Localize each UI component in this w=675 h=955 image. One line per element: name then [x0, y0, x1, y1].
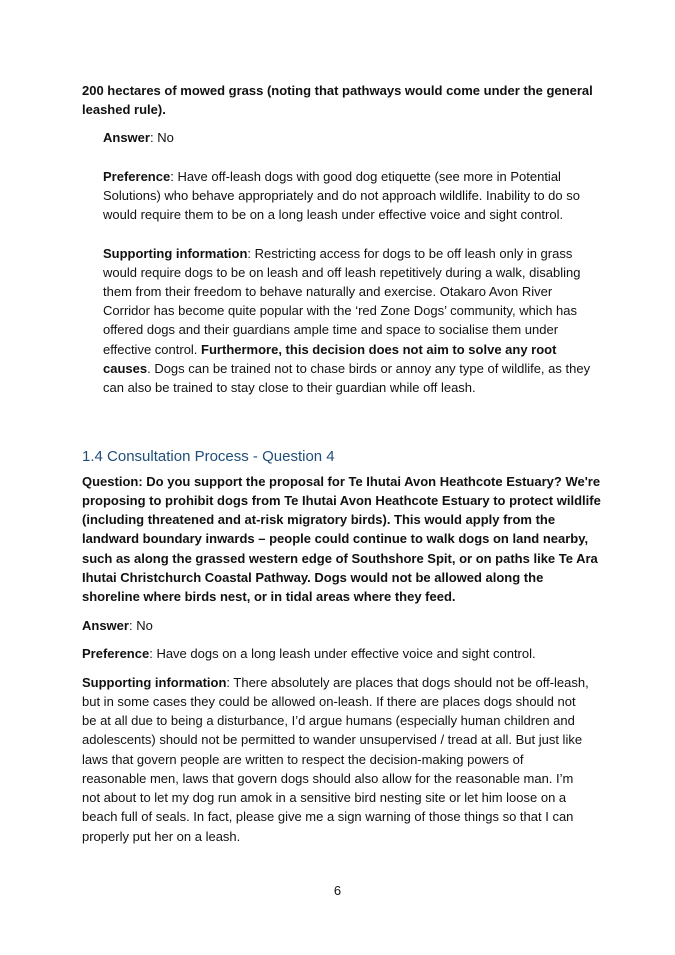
q3-preference-line-3: would require them to be on a long leash under effective voice and sight control. [103, 207, 564, 222]
q3-supporting-line-8: can also be trained to stay close to their guardian while off leash. [103, 380, 476, 395]
q3-answer: Answer: No [103, 130, 174, 145]
q4-question-line-5: such as along the grassed western edge of Southshore Spit, or on paths like Te Ara [82, 551, 598, 566]
q4-preference: Preference: Have dogs on a long leash under effective voice and sight control. [82, 646, 536, 661]
q4-supporting-line-3: be at all due to being a disturbance, I’d argue humans (especially human children and [82, 713, 575, 728]
q4-supporting-line-4: adolescents) should not be permitted to wander unsupervised / tread at all. But just like [82, 732, 583, 747]
q3-supporting-line-6: effective control. Furthermore, this decision does not aim to solve any root [103, 342, 557, 357]
q3-supporting-line-2: would require dogs to be on leash and off leash repetitively during a walk, disabling [103, 265, 581, 280]
page-number: 6 [333, 883, 342, 898]
q4-question-line-4: landward boundary inwards – people could continue to walk dogs on land nearby, [82, 531, 589, 546]
q4-question-line-2: proposing to prohibit dogs from Te Ihutai Avon Heathcote Estuary to protect wildlife [82, 493, 601, 508]
section-heading: 1.4 Consultation Process - Question 4 [82, 448, 335, 465]
q4-answer: Answer: No [82, 618, 153, 633]
q3-preference-line-1: Preference: Have off-leash dogs with good dog etiquette (see more in Potential [103, 169, 561, 184]
q3-preference-line-2: Solutions) who behave appropriately and do not approach wildlife. Inability to do so [103, 188, 580, 203]
q3-supporting-line-4: Corridor has become quite popular with the ‘red Zone Dogs’ community, which has [103, 303, 578, 318]
q4-supporting-line-5: laws that govern people are written to respect the decision-making powers of [82, 752, 524, 767]
q3-supporting-line-5: offered dogs and their guardians ample time and space to socialise them under [103, 322, 559, 337]
q4-supporting-line-9: properly put her on a leash. [82, 829, 241, 844]
q4-supporting-line-6: reasonable men, laws that govern dogs should also allow for the reasonable man. I’m [82, 771, 574, 786]
intro-line-1: 200 hectares of mowed grass (noting that pathways would come under the general [82, 83, 593, 98]
q4-supporting-line-1: Supporting information: There absolutely are places that dogs should not be off-leash, [82, 675, 589, 690]
q3-supporting-line-1: Supporting information: Restricting access for dogs to be off leash only in grass [103, 246, 573, 261]
q4-question-line-6: Ihutai Christchurch Coastal Pathway. Dogs would not be allowed along the [82, 570, 544, 585]
q4-question-line-1: Question: Do you support the proposal for Te Ihutai Avon Heathcote Estuary? We're [82, 474, 601, 489]
q4-question-line-3: (including threatened and at-risk migratory birds). This would apply from the [82, 512, 556, 527]
q4-supporting-line-2: but in some cases they could be allowed on-leash. If there are places dogs should not [82, 694, 576, 709]
q3-supporting-line-3: them from their freedom to behave naturally and exercise. Otakaro Avon River [103, 284, 553, 299]
q4-question-line-7: shoreline where birds nest, or in tidal areas where they feed. [82, 589, 456, 604]
q4-supporting-line-8: beach full of seals. In fact, please give me a sign warning of those things so that I can [82, 809, 574, 824]
intro-line-2: leashed rule). [82, 102, 166, 117]
q4-supporting-line-7: not about to let my dog run amok in a sensitive bird nesting site or let him loose on a [82, 790, 567, 805]
q3-supporting-line-7: causes. Dogs can be trained not to chase birds or annoy any type of wildlife, as they [103, 361, 591, 376]
